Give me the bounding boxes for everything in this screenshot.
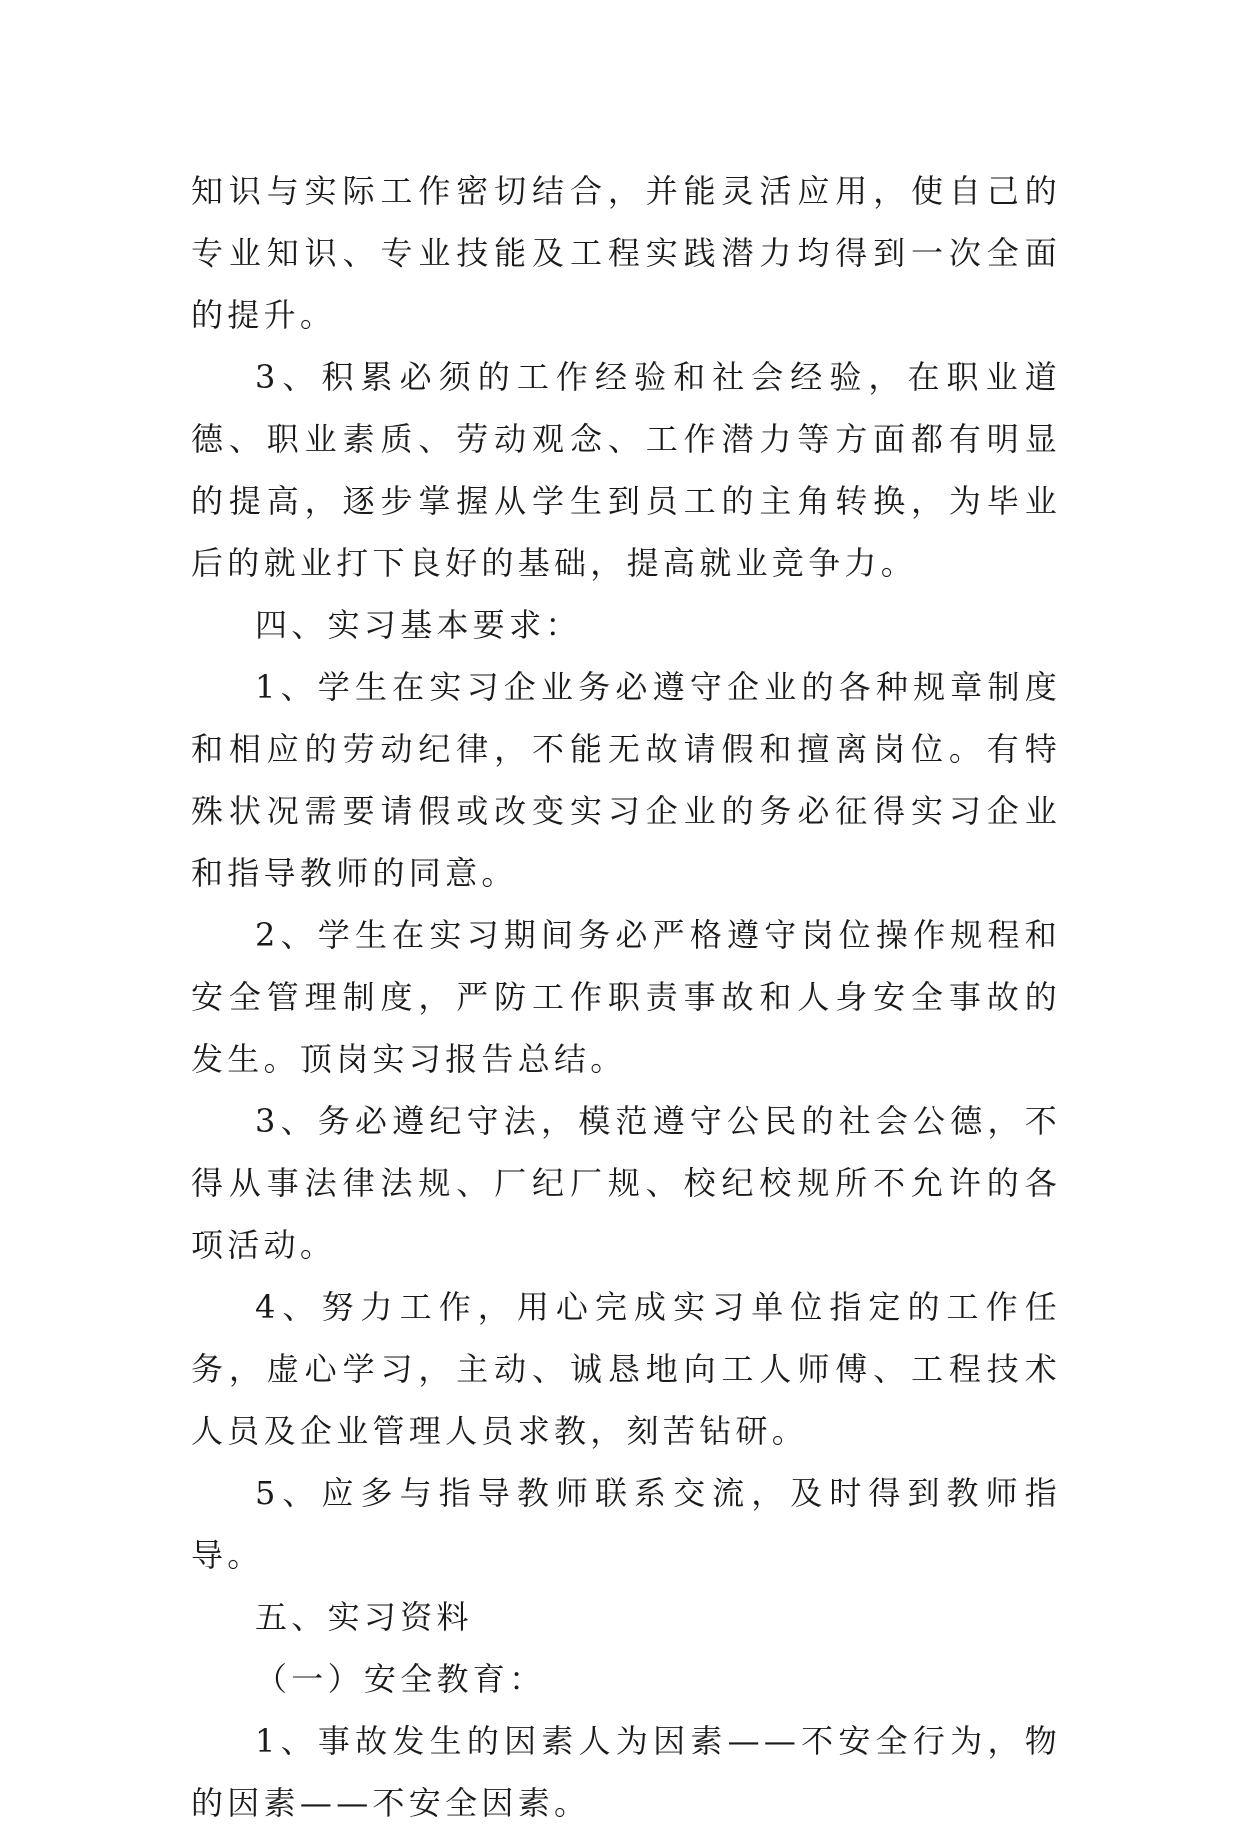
paragraph-req-3: 3、务必遵纪守法，模范遵守公民的社会公德，不得从事法律法规、厂纪厂规、校纪校规所不允许的各项活动。 [191, 1102, 1061, 1264]
paragraph-req-1: 1、学生在实习企业务必遵守企业的各种规章制度和相应的劳动纪律，不能无故请假和擅离岗位。有特殊状况需要请假或改变实习企业的务必征得实习企业和指导教师的同意。 [191, 668, 1061, 892]
paragraph-req-5: 5、应多与指导教师联系交流，及时得到教师指导。 [191, 1474, 1061, 1574]
section-heading-4: 四、实习基本要求： [255, 606, 582, 644]
paragraph-req-2: 2、学生在实习期间务必严格遵守岗位操作规程和安全管理制度，严防工作职责事故和人身安全事故的发生。顶岗实习报告总结。 [191, 916, 1061, 1078]
section-heading-5: 五、实习资料 [255, 1598, 473, 1636]
paragraph-2: 3、积累必须的工作经验和社会经验，在职业道德、职业素质、劳动观念、工作潜力等方面都有明显的提高，逐步掌握从学生到员工的主角转换，为毕业后的就业打下良好的基础，提高就业竞争力。 [191, 358, 1061, 582]
paragraph-req-4: 4、努力工作，用心完成实习单位指定的工作任务，虚心学习，主动、诚恳地向工人师傅、工程技术人员及企业管理人员求教，刻苦钻研。 [191, 1288, 1061, 1450]
paragraph-1: 知识与实际工作密切结合，并能灵活应用，使自己的专业知识、专业技能及工程实践潜力均得到一次全面的提升。 [191, 172, 1061, 334]
subsection-heading-1: （一）安全教育： [255, 1660, 546, 1698]
document-body [191, 160, 1061, 1834]
paragraph-safety-1: 1、事故发生的因素人为因素——不安全行为，物的因素——不安全因素。 [191, 1722, 1061, 1822]
